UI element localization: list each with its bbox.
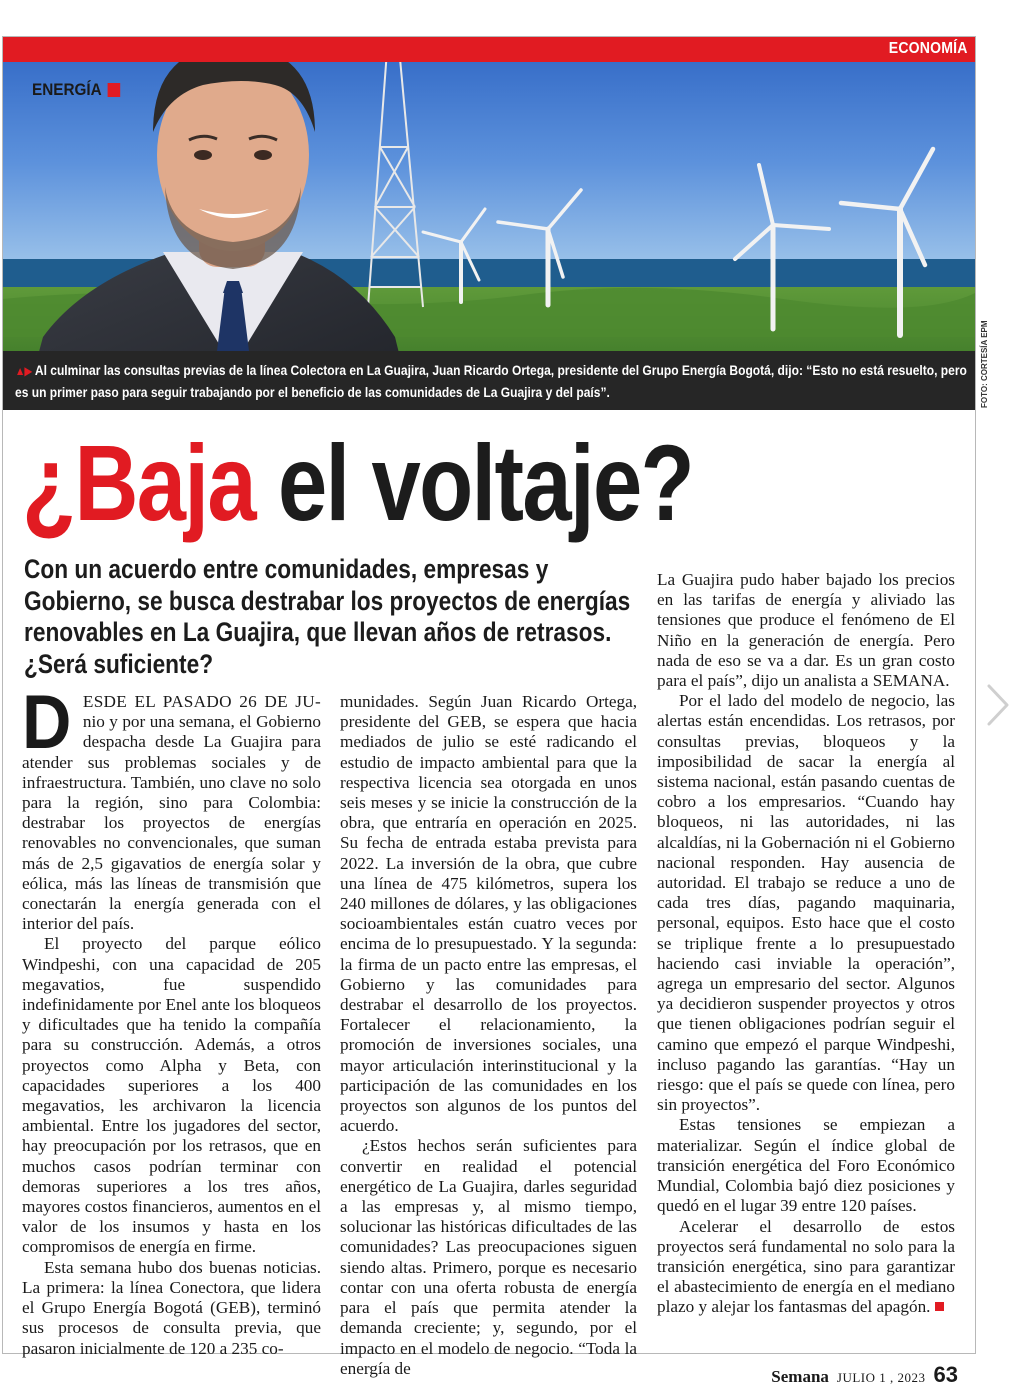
section-tag: ECONOMÍA [889,40,968,57]
paragraph-3: Esta semana hubo dos buenas noticias. La primera: la línea Conectora, que lidera el Grupo Energía Bogotá (GEB), terminó sus procesos de consulta previa, que pasaron inicialmente de 120 a 235 co- [22,1257,321,1358]
paragraph-9-text: Acelerar el desarrollo de estos proyectos será fundamental no solo para la transición energética, sino para garantizar el abastecimiento de energía en el mediano plazo y alejar los fantasmas del apagón. [657,1216,955,1317]
headline [22,422,694,543]
paragraph-1-rest: nio y por una semana, el Gobierno despacha desde La Guajira para atender sus problemas sociales y de infraestructura. También, uno clave no solo para la región, sino para Colombia: destrabar los proyectos de energías renovables no convencionales, que suman más de 2,5 gigavatios de energía solar y eólica, más las líneas de transmisión que conectarán la energía generada con el interior del país. [22,712,321,934]
paragraph-7: Por el lado del modelo de negocio, las alertas están encendidas. Los retrasos, por consultas previas, bloqueos y la imposibilidad de sacar la energía al sistema nacional, están pasando cuentas de cobro a los empresarios. “Cuando hay bloqueos, ni las autoridades, ni las alcaldías, ni la Gobernación ni el Gobierno nacional responden. Hay ausencia de autoridad. El trabajo se reduce a uno de cada tres días, pagando maquinaria, personal, equipos. Esto hace que el costo se triplique frente a lo presupuestado haciendo casi inviable la operación”, agrega un empresario del sector. Algunos ya decidieron suspender proyectos y otros que tienen obligaciones podrían seguir el camino que empezó el parque Windpeshi, incluso pagando las garantías. “Hay un riesgo: que el país se quede con línea, pero sin proyectos”. [657,691,955,1115]
next-page-button[interactable] [983,682,1013,728]
kicker-label: ENERGÍA [32,80,102,99]
caption-text: Al culminar las consultas previas de la línea Colectora en La Guajira, Juan Ricardo Ortega, presidente del Grupo Energía Bogotá, dijo: “Esto no está resuelto, pero es un primer paso para seguir trabajando por el beneficio de las comunidades de La Guajira y del país”. [15,362,967,400]
paragraph-8: Estas tensiones se empiezan a materializar. Según el índice global de transición energética del Foro Económico Mundial, Colombia bajó diez posiciones y quedó en el lugar 39 entre 120 países. [657,1115,955,1216]
issue-date: JULIO 1 , 2023 [836,1370,926,1385]
lead-caps: ESDE EL PASADO 26 DE JU- [82,692,321,711]
caption-arrows-icon: ▲▶ [15,364,32,378]
drop-cap: D [22,680,72,765]
page-footer [771,1362,958,1388]
page-number: 63 [933,1362,958,1387]
article-column-2 [340,692,637,1379]
kicker [32,80,121,100]
article-column-3 [657,570,955,1318]
end-mark-icon [935,1302,944,1311]
chevron-right-icon [983,682,1013,728]
magazine-brand: Semana [771,1367,829,1386]
paragraph-9 [657,1217,955,1318]
photo-caption [3,351,975,410]
headline-black: el voltaje? [277,422,694,543]
paragraph-1 [22,680,321,934]
paragraph-4: munidades. Según Juan Ricardo Ortega, presidente del GEB, se espera que hacia mediados de julio se esté radicando el estudio de impacto ambiental para que la respectiva licencia sea otorgada en unos seis meses y se inicie la construcción de la obra, que entraría en operación en 2025. Su fecha de entrada estaba prevista para 2022. La inversión de la obra, que cubre una línea de 475 kilómetros, supera los 240 millones de dólares, y las obligaciones socioambientales están cuatro veces por encima de lo presupuestado. Y la segunda: la firma de un pacto entre las empresas, el Gobierno y las comunidades para destrabar el desarrollo de los proyectos. Fortalecer el relacionamiento, la promoción de inversiones sociales, una mayor articulación interinstitucional y la participación de las comunidades en los proyectos son algunos de los puntos del acuerdo. [340,692,637,1136]
kicker-square-icon [108,83,121,97]
photo-credit [980,320,992,410]
headline-red: ¿Baja [22,422,255,543]
deck: Con un acuerdo entre comunidades, empresas y Gobierno, se busca destrabar los proyectos de energías renovables en La Guajira, que llevan años de retrasos. ¿Será suficiente? [24,554,631,679]
paragraph-6: La Guajira pudo haber bajado los precios en las tarifas de energía y aliviado las tensiones que produce el fenómeno de El Niño en la generación de energía. Pero nada de eso se va a dar. Es un gran costo para el país”, dijo un analista a SEMANA. [657,570,955,691]
photo-credit-text: FOTO: CORTESÍA EPM [980,320,989,408]
section-bar [3,37,975,62]
paragraph-5: ¿Estos hechos serán suficientes para convertir en realidad el potencial energético de La Guajira, darles seguridad a las empresas y, al mismo tiempo, solucionar las históricas dificultades de las comunidades? Las preocupaciones siguen siendo altas. Primero, porque es necesario contar con una oferta robusta de energía para el país que permita atender la demanda creciente; y, segundo, por el impacto en el modelo de negocio. “Toda la energía de [340,1136,637,1378]
paragraph-2: El proyecto del parque eólico Windpeshi, con una capacidad de 205 megavatios, fue suspendido indefinidamente por Enel ante los bloqueos y dificultades que ha tenido la compañía para su construcción. Además, a otros proyectos como Alpha y Beta, con capacidades superiores a los 400 megavatios, les archivaron la licencia ambiental. Entre los jugadores del sector, hay preocupación por los retrasos, que en muchos casos podrían terminar con demoras superiores a los tres años, mayores costos financieros, aumentos en el valor de los insumos y hasta en los compromisos de energía en firme. [22,934,321,1257]
article-column-1 [22,680,321,1359]
